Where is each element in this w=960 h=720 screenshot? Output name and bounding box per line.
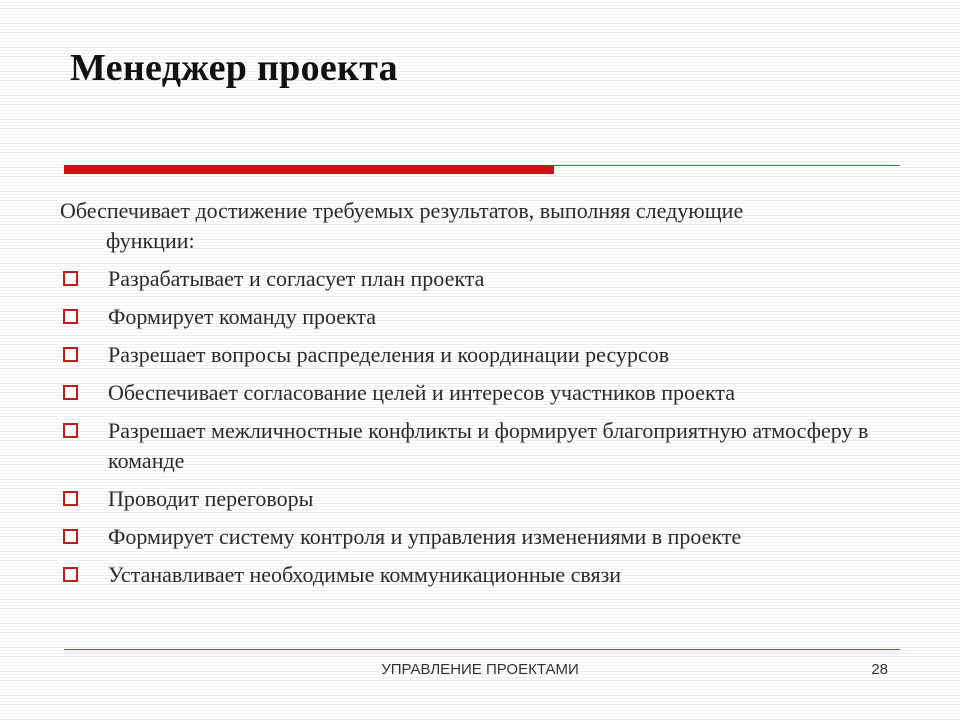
title-divider-line [554, 165, 900, 166]
square-bullet-icon [63, 309, 78, 324]
intro-line-1: Обеспечивает достижение требуемых результатов, выполняя следующие [60, 198, 744, 223]
list-item [60, 522, 890, 552]
list-item [60, 416, 890, 476]
list-item-text: Обеспечивает согласование целей и интересов участников проекта [108, 380, 736, 405]
footer-divider-line [64, 649, 900, 650]
list-item-text: Проводит переговоры [108, 486, 314, 511]
list-item [60, 302, 890, 332]
list-item-text: Разрабатывает и согласует план проекта [108, 266, 485, 291]
list-item [60, 264, 890, 294]
square-bullet-icon [63, 347, 78, 362]
slide-title: Менеджер проекта [70, 47, 398, 89]
square-bullet-icon [63, 423, 78, 438]
list-item [60, 378, 890, 408]
square-bullet-icon [63, 271, 78, 286]
square-bullet-icon [63, 385, 78, 400]
title-accent-bar [64, 165, 554, 174]
list-item [60, 560, 890, 590]
square-bullet-icon [63, 491, 78, 506]
square-bullet-icon [63, 529, 78, 544]
list-item-text: Формирует систему контроля и управления изменениями в проекте [108, 524, 742, 549]
intro-line-2: функции: [106, 228, 195, 253]
list-item-text: Разрешает вопросы распределения и координации ресурсов [108, 342, 670, 367]
list-item [60, 484, 890, 514]
list-item [60, 340, 890, 370]
list-item-text: Формирует команду проекта [108, 304, 377, 329]
page-number: 28 [871, 661, 888, 678]
list-item-text: Устанавливает необходимые коммуникационные связи [108, 562, 622, 587]
list-item-text: Разрешает межличностные конфликты и формирует благоприятную атмосферу в команде [108, 418, 869, 473]
square-bullet-icon [63, 567, 78, 582]
bullet-list [60, 264, 890, 598]
footer-title: УПРАВЛЕНИЕ ПРОЕКТАМИ [381, 661, 579, 678]
intro-paragraph [60, 196, 880, 256]
